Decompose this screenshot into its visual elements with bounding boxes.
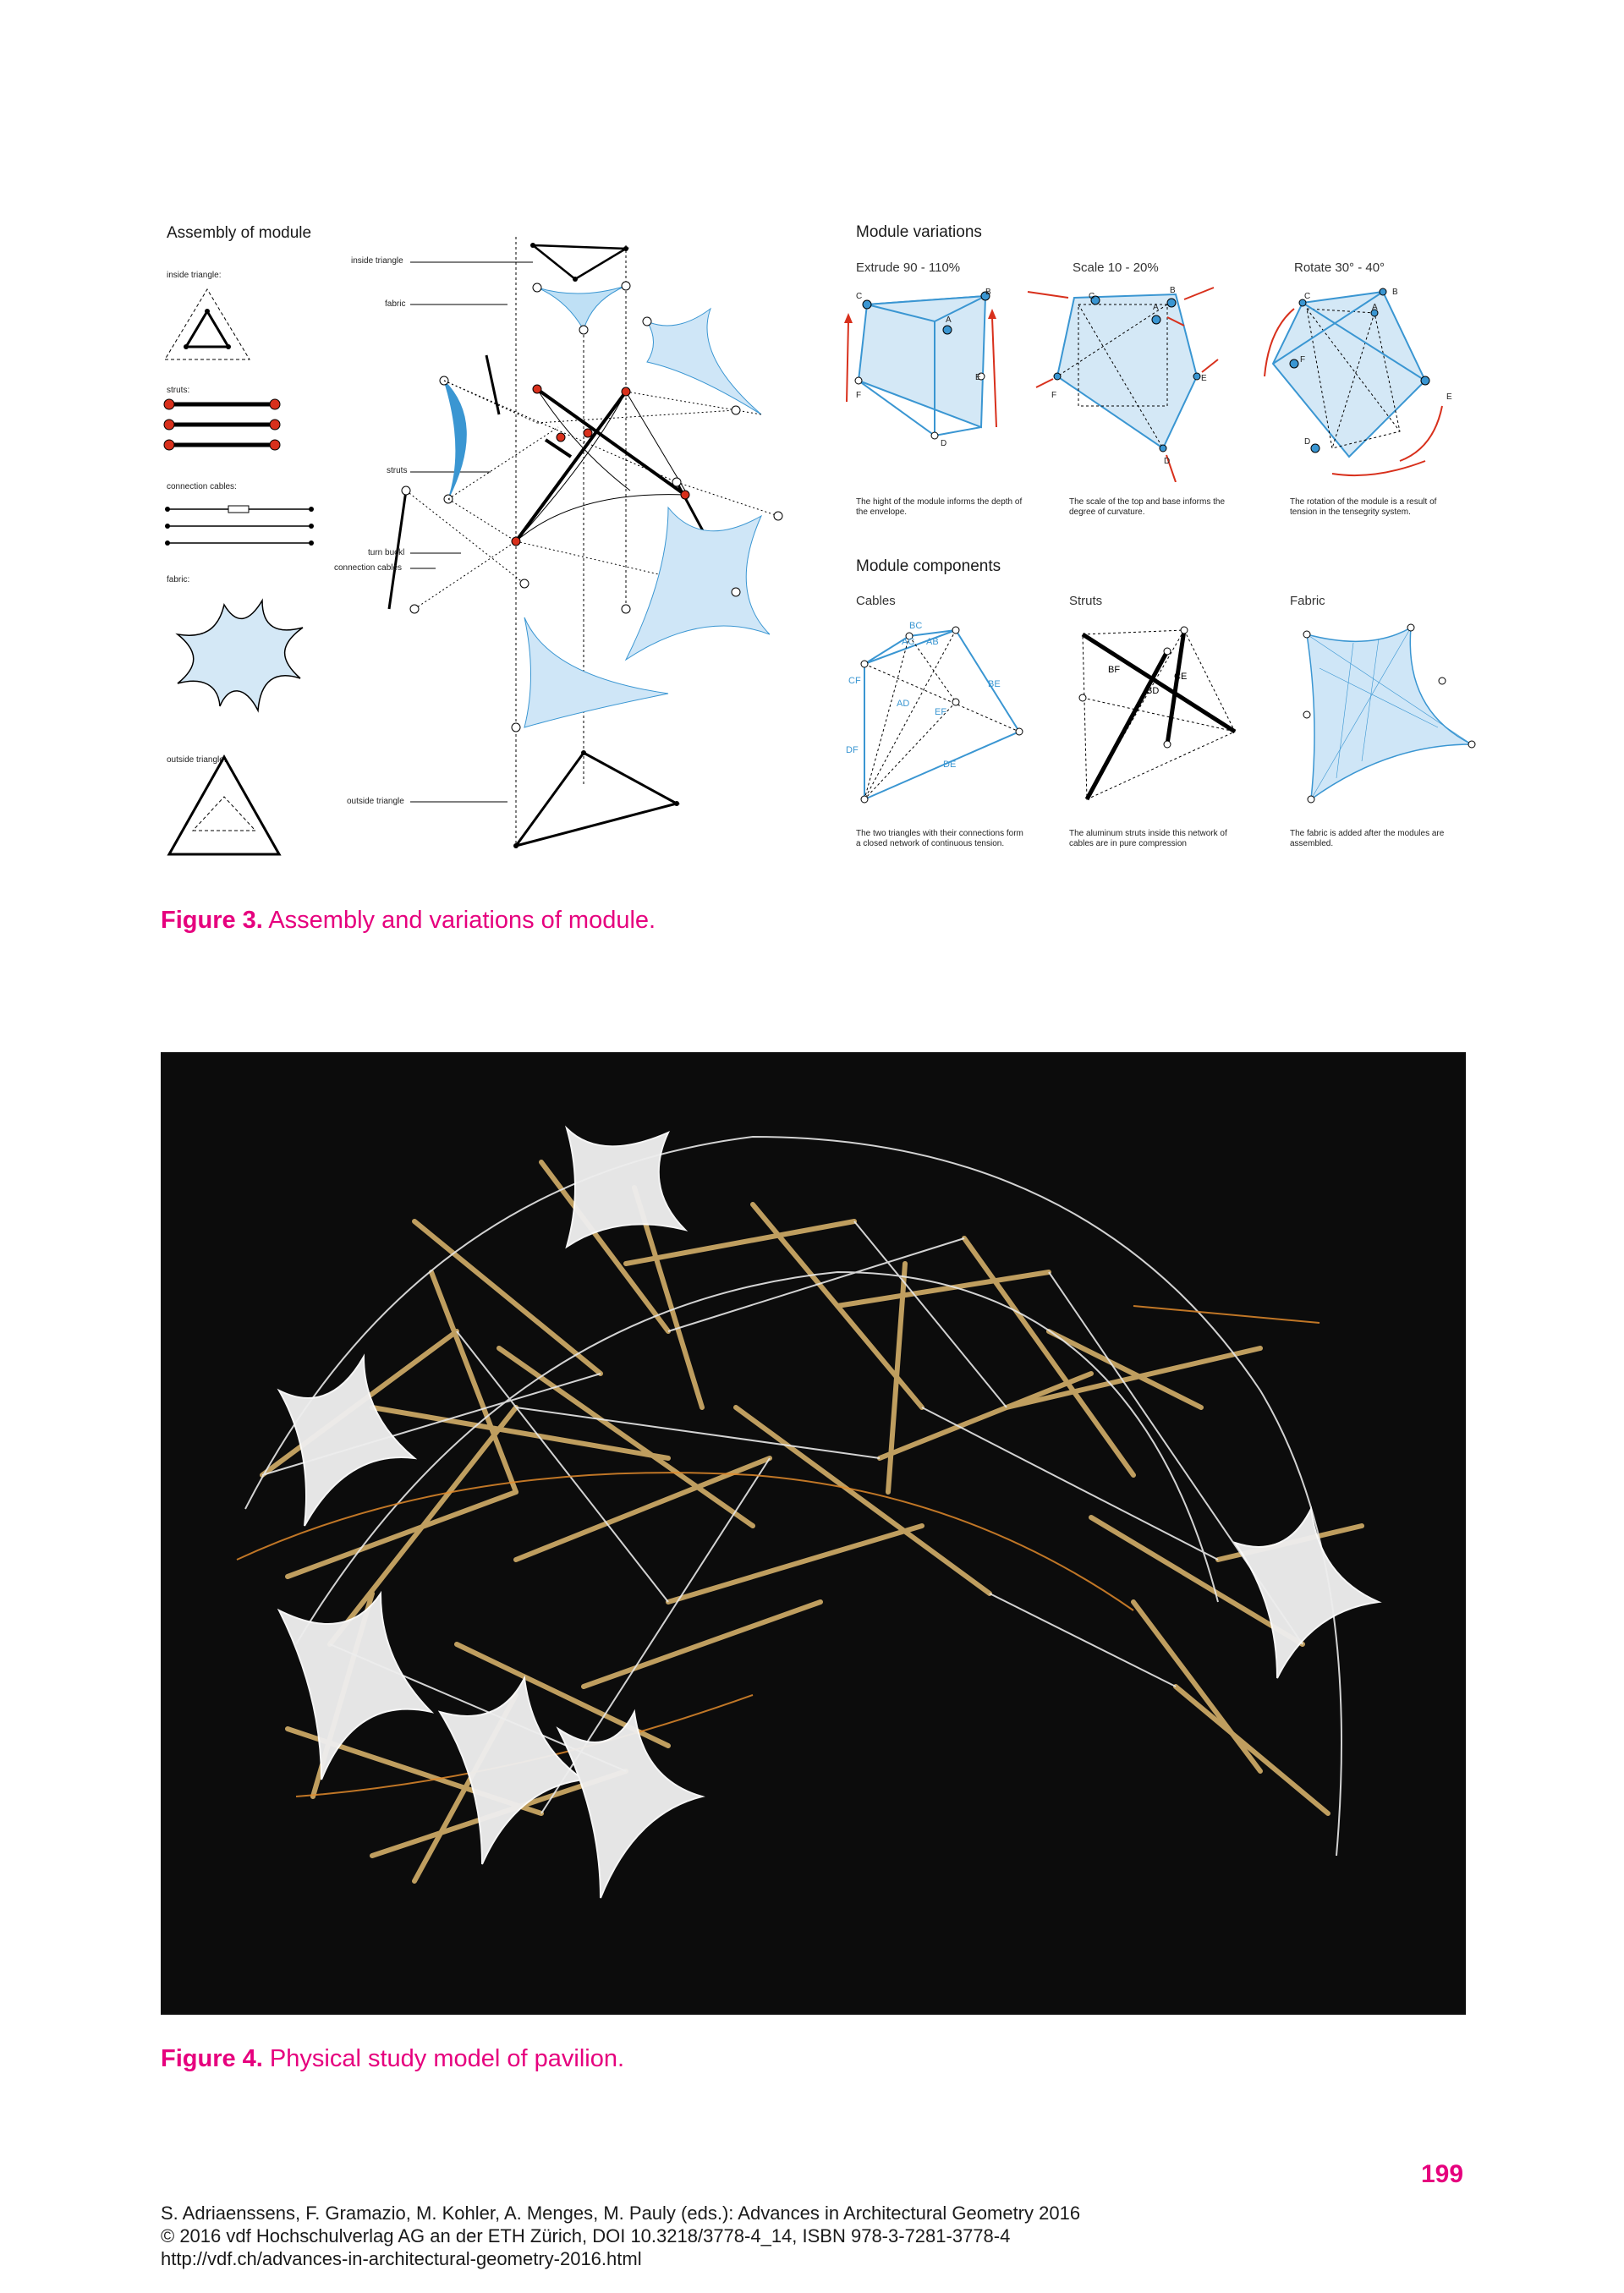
components-diagram (846, 617, 1489, 812)
rot-label-e: E (1446, 392, 1452, 402)
assembly-diagram (152, 237, 829, 880)
ext-label-d: D (941, 439, 947, 448)
cable-label-ab: AB (926, 637, 939, 647)
rot-label-c: C (1304, 292, 1311, 301)
label-connection-cables: connection cables: (167, 482, 237, 491)
variations-diagram (842, 279, 1484, 482)
variation-scale-heading: Scale 10 - 20% (1073, 261, 1159, 275)
component-struts-caption: The aluminum struts inside this network of cables are in pure compression (1069, 829, 1227, 848)
component-cables-caption: The two triangles with their connections form a closed network of continuous tension. (856, 829, 1023, 848)
pavilion-photo (161, 1052, 1466, 2015)
strut-label-bd: BD (1146, 686, 1160, 696)
cable-label-cf: CF (848, 676, 861, 686)
variation-extrude-caption: The hight of the module informs the depth of the envelope. (856, 497, 1023, 517)
scale-label-b: B (1170, 286, 1176, 295)
component-fabric-heading: Fabric (1290, 594, 1325, 608)
assembly-title: Assembly of module (167, 224, 312, 242)
figure4-text: Physical study model of pavilion. (262, 2045, 625, 2072)
scale-label-c: C (1089, 292, 1095, 301)
ext-label-a: A (946, 315, 952, 325)
callout-turn-buckl: turn buckl (368, 548, 405, 557)
figure4-caption (161, 2045, 624, 2073)
scale-label-e: E (1201, 374, 1207, 383)
label-struts: struts: (167, 386, 190, 395)
figure3-caption (161, 907, 656, 935)
component-cables-heading: Cables (856, 594, 896, 608)
cable-label-be: BE (988, 679, 1001, 689)
callout-outside-triangle: outside triangle (347, 797, 404, 806)
footer-line-copyright: © 2016 vdf Hochschulverlag AG an der ETH Zürich, DOI 10.3218/3778-4_14, ISBN 978-3-7281-3778-4 (161, 2225, 1011, 2246)
figure3-label: Figure 3. (161, 907, 263, 934)
ext-label-f: F (856, 391, 862, 400)
callout-fabric: fabric (385, 299, 406, 309)
components-title: Module components (856, 557, 1001, 575)
label-outside-triangle: outside triangle: (167, 755, 227, 765)
footer-line-url[interactable]: http://vdf.ch/advances-in-architectural-geometry-2016.html (161, 2248, 642, 2269)
callout-connection-cables: connection cables (334, 563, 403, 573)
rot-label-b: B (1392, 288, 1398, 297)
cable-label-ad: AD (897, 699, 910, 709)
ext-label-c: C (856, 292, 863, 301)
ext-label-e: E (975, 373, 981, 382)
footer-citation (161, 2202, 1080, 2270)
figure3-text: Assembly and variations of module. (262, 907, 656, 934)
variation-extrude-heading: Extrude 90 - 110% (856, 261, 961, 275)
cable-label-ac: AC (902, 637, 915, 647)
callout-struts: struts (387, 466, 408, 475)
component-struts-heading: Struts (1069, 594, 1103, 608)
callout-inside-triangle: inside triangle (351, 256, 403, 266)
variation-rotate-caption: The rotation of the module is a result of tension in the tensegrity system. (1290, 497, 1437, 517)
strut-label-bf: BF (1108, 665, 1121, 675)
footer-line-editors: S. Adriaenssens, F. Gramazio, M. Kohler, A. Menges, M. Pauly (eds.): Advances in Architectural Geometry 2016 (161, 2202, 1081, 2224)
scale-label-a: A (1153, 303, 1159, 312)
cable-label-df: DF (846, 745, 859, 755)
scale-label-d: D (1164, 457, 1171, 466)
variation-rotate-heading: Rotate 30° - 40° (1294, 261, 1385, 275)
variation-scale-caption: The scale of the top and base informs the degree of curvature. (1069, 497, 1225, 517)
rot-label-a: A (1372, 303, 1378, 312)
cable-label-de: DE (943, 760, 957, 770)
rot-label-d: D (1304, 437, 1311, 447)
scale-label-f: F (1051, 391, 1057, 400)
component-fabric-caption: The fabric is added after the modules are assembled. (1290, 829, 1445, 848)
page-number: 199 (1421, 2160, 1464, 2188)
pavilion-model-illustration (161, 1052, 1466, 2015)
strut-label-ce: CE (1174, 672, 1188, 682)
figure4-label: Figure 4. (161, 2045, 263, 2072)
cable-label-bc: BC (909, 621, 923, 631)
variations-title: Module variations (856, 223, 982, 241)
rot-label-f: F (1300, 355, 1306, 365)
cable-label-ef: EF (935, 707, 947, 717)
ext-label-b: B (985, 288, 991, 297)
label-inside-triangle: inside triangle: (167, 271, 222, 280)
label-fabric: fabric: (167, 575, 190, 584)
